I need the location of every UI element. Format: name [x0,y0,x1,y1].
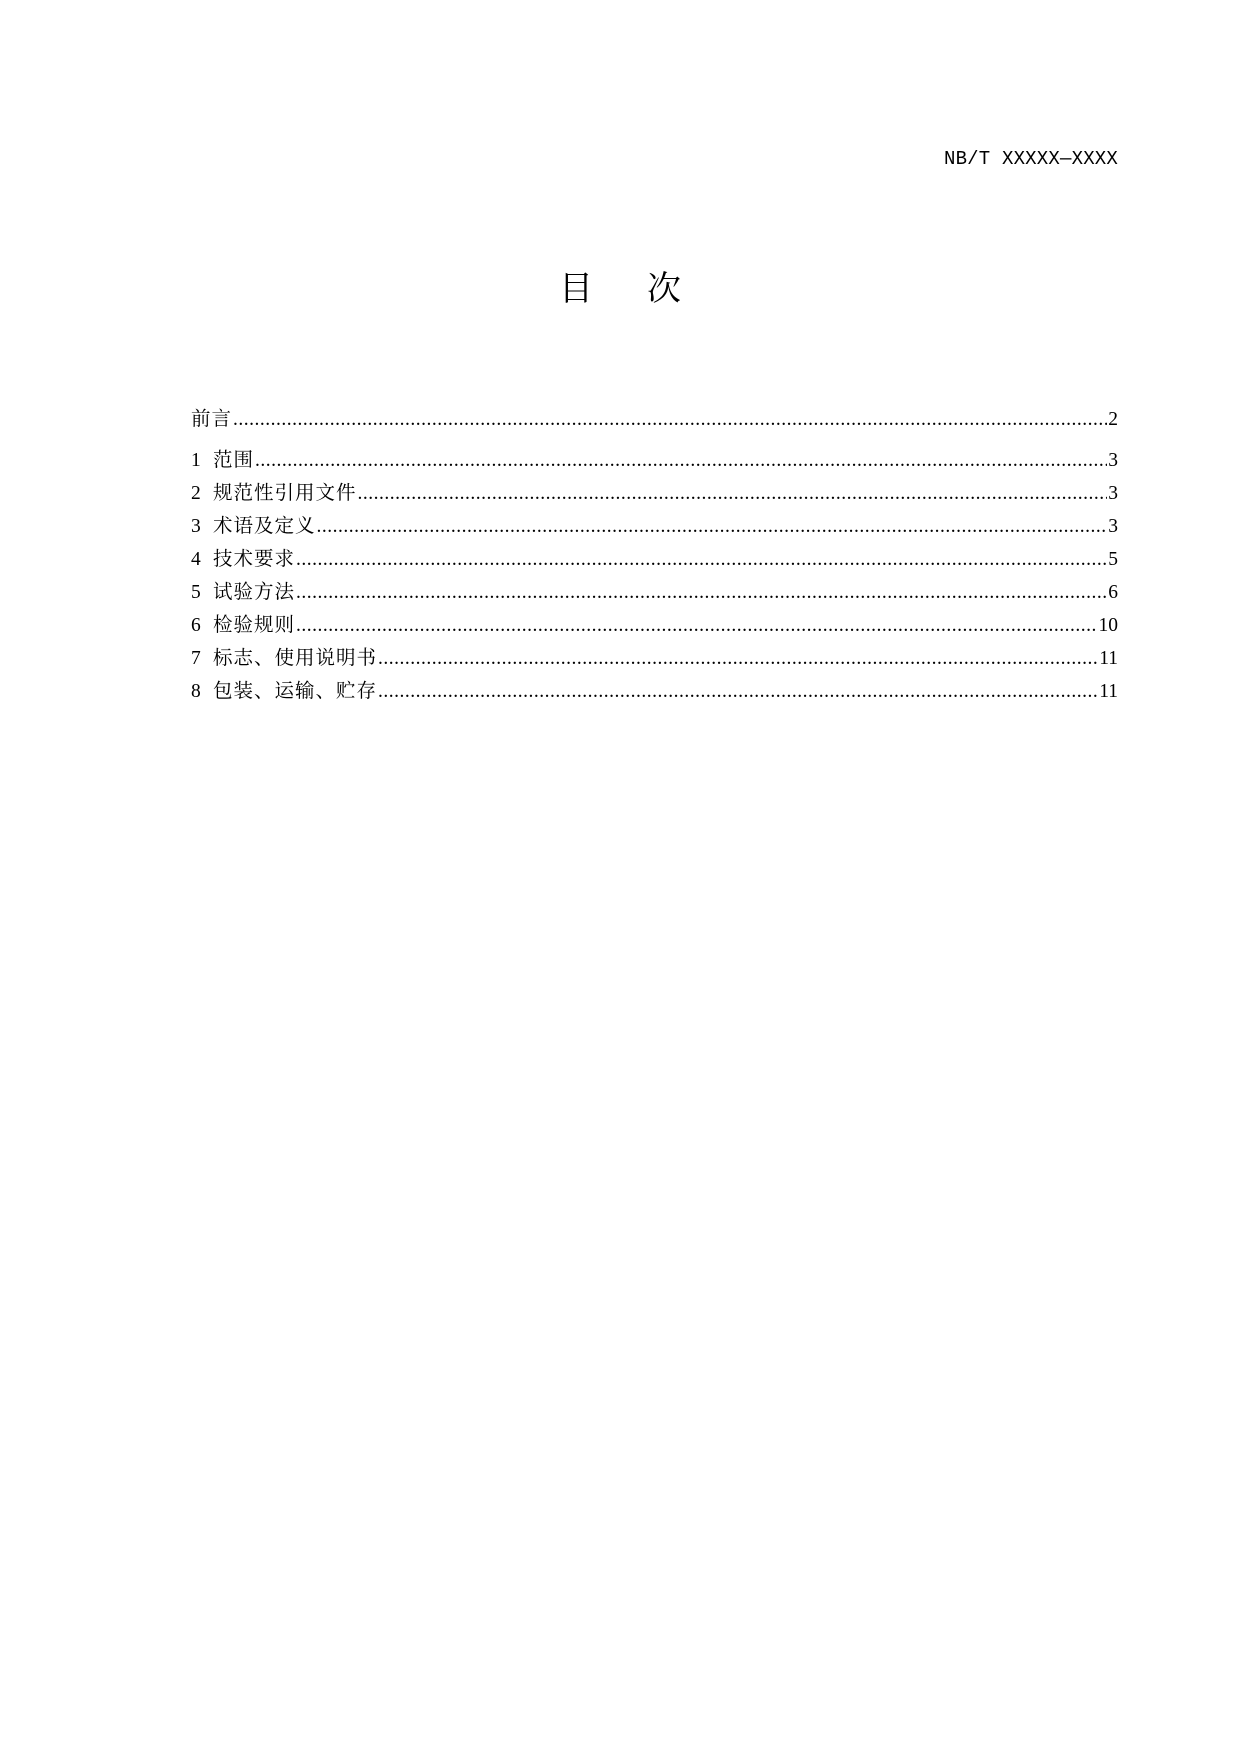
toc-entry-page: 3 [1108,516,1118,537]
toc-entry-packaging-transport-storage[interactable] [191,682,1118,715]
toc-leader-dots [233,410,1107,430]
toc-entry-label: 标志、使用说明书 [213,648,378,669]
toc-entry-label: 范围 [213,450,255,471]
toc-entry-page: 5 [1108,549,1118,570]
toc-entry-number: 5 [191,582,201,603]
toc-entry-number: 8 [191,681,201,702]
toc-entry-page: 6 [1108,582,1118,603]
toc-entry-number: 1 [191,450,201,471]
toc-entry-page: 3 [1108,450,1118,471]
toc-leader-dots [317,517,1108,537]
toc-leader-dots [296,583,1107,603]
toc-entry-number: 7 [191,648,201,669]
toc-leader-dots [296,550,1107,570]
toc-entry-label: 包装、运输、贮存 [213,681,378,702]
toc-entry-number: 6 [191,615,201,636]
toc-entry-scope[interactable] [191,451,1118,484]
toc-entry-label: 术语及定义 [213,516,316,537]
table-of-contents [191,410,1118,715]
toc-leader-dots [378,682,1098,702]
toc-entry-terms-definitions[interactable] [191,517,1118,550]
toc-entry-label: 前言 [191,409,233,430]
toc-entry-number: 4 [191,549,201,570]
toc-entry-foreword[interactable] [191,410,1118,451]
toc-leader-dots [358,484,1108,504]
toc-entry-page: 10 [1098,615,1118,636]
toc-entry-number: 3 [191,516,201,537]
toc-entry-number: 2 [191,483,201,504]
toc-entry-normative-references[interactable] [191,484,1118,517]
toc-leader-dots [296,616,1097,636]
document-number: NB/T XXXXX—XXXX [943,148,1118,170]
toc-entry-page: 3 [1108,483,1118,504]
toc-entry-label: 试验方法 [213,582,296,603]
toc-entry-page: 11 [1099,681,1118,702]
toc-title: 目次 [559,269,735,309]
toc-entry-label: 技术要求 [213,549,296,570]
toc-leader-dots [255,451,1107,471]
toc-entry-page: 11 [1099,648,1118,669]
toc-entry-label: 检验规则 [213,615,296,636]
toc-entry-test-methods[interactable] [191,583,1118,616]
toc-leader-dots [378,649,1098,669]
toc-entry-technical-requirements[interactable] [191,550,1118,583]
toc-entry-inspection-rules[interactable] [191,616,1118,649]
toc-entry-label: 规范性引用文件 [213,483,357,504]
toc-entry-marking-instructions[interactable] [191,649,1118,682]
toc-entry-page: 2 [1108,409,1118,430]
